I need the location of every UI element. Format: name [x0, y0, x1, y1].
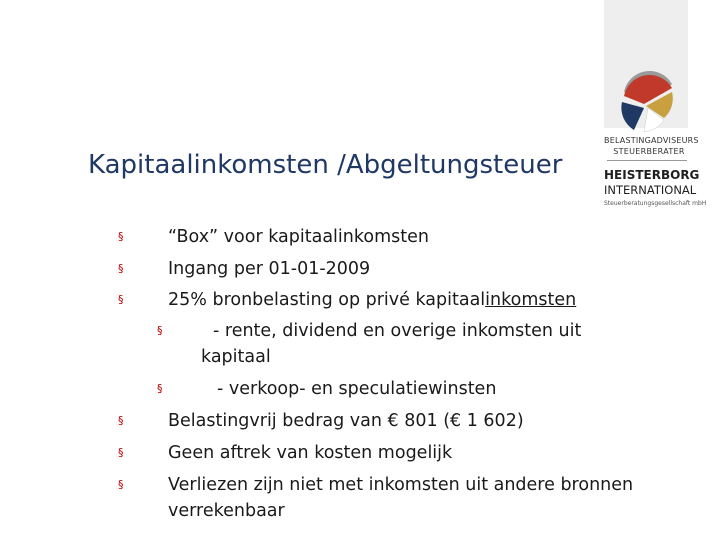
list-item-line-1: Verliezen zijn niet met inkomsten uit andere bronnen	[168, 475, 634, 495]
list-item-text: - verkoop- en speculatiewinsten	[217, 379, 497, 399]
bullet-marker: §	[118, 446, 124, 459]
logo-line-2: STEUERBERATER	[613, 147, 685, 156]
logo-divider	[607, 160, 687, 161]
logo-emblem-icon	[604, 60, 688, 140]
bullet-marker: §	[157, 382, 163, 395]
logo-navy-segment	[621, 102, 644, 130]
logo-name-1: HEISTERBORG	[604, 168, 700, 182]
slide-title: Kapitaalinkomsten /Abgeltungsteuer	[88, 150, 563, 180]
bullet-marker: §	[118, 262, 124, 275]
list-item-text: Geen aftrek van kosten mogelijk	[168, 443, 453, 463]
list-item-text: Belastingvrij bedrag van € 801 (€ 1 602)	[168, 411, 524, 431]
bullet-marker: §	[118, 293, 124, 306]
sub-item-line-1: - rente, dividend en overige inkomsten uit	[213, 321, 582, 341]
list-item-line-2: verrekenbaar	[168, 501, 285, 521]
bullet-marker: §	[118, 478, 124, 491]
list-item-text: “Box” voor kapitaalinkomsten	[168, 227, 429, 247]
bullet-marker: §	[118, 230, 124, 243]
list-item-text-part: 25% bronbelasting op privé kapitaal	[168, 290, 486, 310]
logo-name-2: INTERNATIONAL	[604, 183, 697, 197]
list-item-text: Ingang per 01-01-2009	[168, 259, 371, 279]
logo-line-1: BELASTINGADVISEURS	[604, 136, 699, 145]
list-item-text	[168, 289, 576, 311]
underlined-text: inkomsten	[485, 290, 577, 310]
bullet-marker: §	[118, 414, 124, 427]
sub-item-line-2: kapitaal	[201, 347, 271, 367]
logo-tagline: Steuerberatungsgesellschaft mbH	[604, 200, 707, 207]
bullet-marker: §	[157, 324, 163, 337]
